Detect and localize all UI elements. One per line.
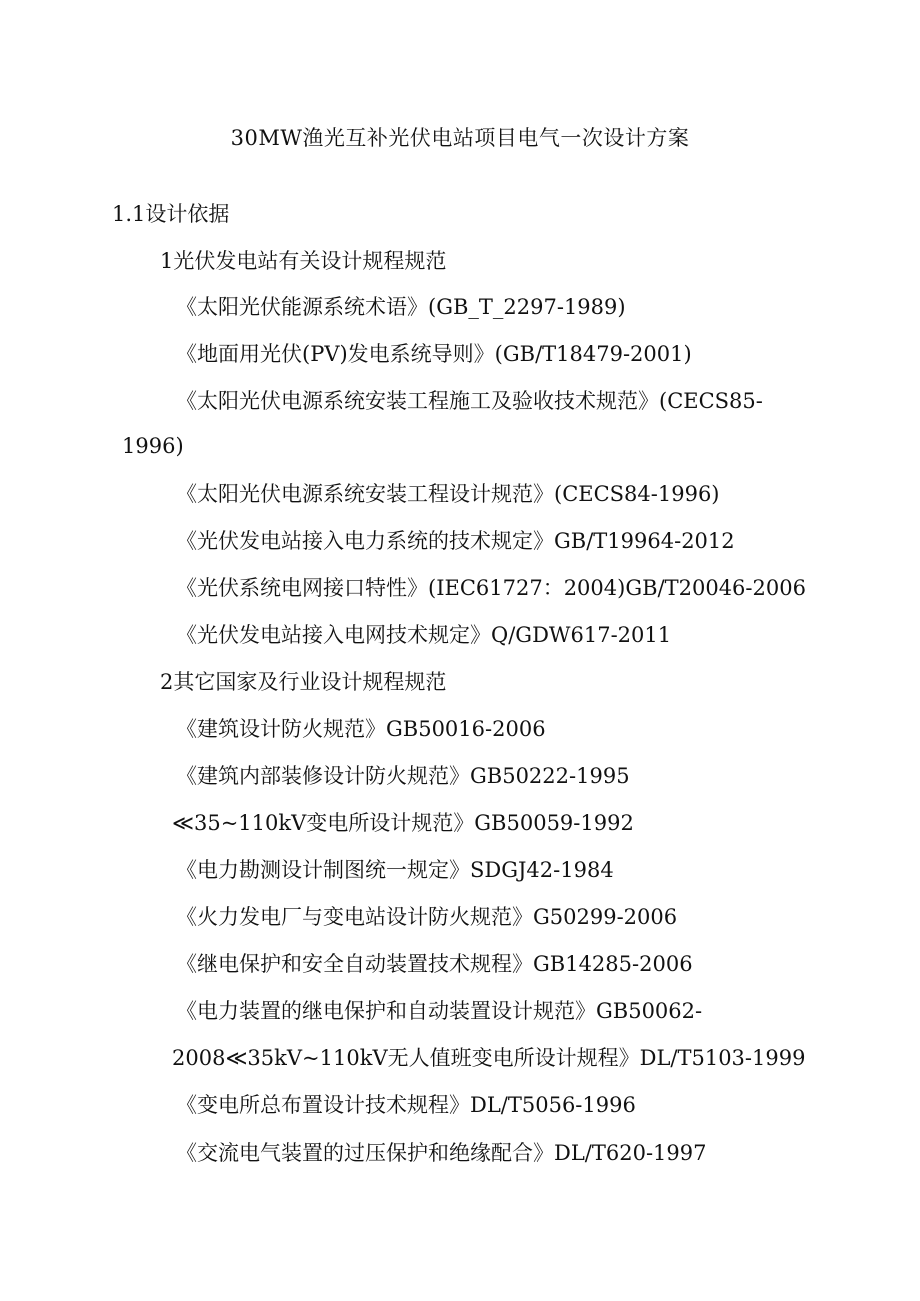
list-item-continuation: 2008≪35kV~110kV无人值班变电所设计规程》DL/T5103-1999: [172, 1046, 806, 1070]
list-item: 《建筑内部装修设计防火规范》GB50222-1995: [176, 764, 630, 788]
group2-heading: 2其它国家及行业设计规程规范: [160, 670, 447, 694]
list-item: 《太阳光伏电源系统安装工程设计规范》(CECS84-1996): [176, 482, 720, 506]
document-title: 30MW渔光互补光伏电站项目电气一次设计方案: [230, 126, 690, 150]
list-item: 《继电保护和安全自动装置技术规程》GB14285-2006: [176, 952, 693, 976]
list-item: 《光伏发电站接入电力系统的技术规定》GB/T19964-2012: [176, 529, 735, 553]
list-item: 《变电所总布置设计技术规程》DL/T5056-1996: [176, 1093, 636, 1117]
section-heading: 1.1设计依据: [112, 202, 230, 226]
list-item: 《光伏系统电网接口特性》(IEC61727：2004)GB/T20046-2006: [176, 576, 806, 600]
list-item: 《太阳光伏电源系统安装工程施工及验收技术规范》(CECS85-: [176, 389, 763, 413]
list-item: 《太阳光伏能源系统术语》(GB_T_2297-1989): [176, 295, 626, 319]
group1-heading: 1光伏发电站有关设计规程规范: [160, 249, 447, 273]
list-item: 《地面用光伏(PV)发电系统导则》(GB/T18479-2001): [176, 342, 692, 366]
list-item: ≪35~110kV变电所设计规范》GB50059-1992: [172, 811, 634, 835]
list-item: 《光伏发电站接入电网技术规定》Q/GDW617-2011: [176, 623, 672, 647]
list-item: 《建筑设计防火规范》GB50016-2006: [176, 717, 546, 741]
list-item-continuation: 1996): [122, 434, 184, 458]
list-item: 《交流电气装置的过压保护和绝缘配合》DL/T620-1997: [176, 1141, 707, 1165]
list-item: 《电力勘测设计制图统一规定》SDGJ42-1984: [176, 858, 614, 882]
list-item: 《火力发电厂与变电站设计防火规范》G50299-2006: [176, 905, 678, 929]
list-item: 《电力装置的继电保护和自动装置设计规范》GB50062-: [176, 999, 703, 1023]
